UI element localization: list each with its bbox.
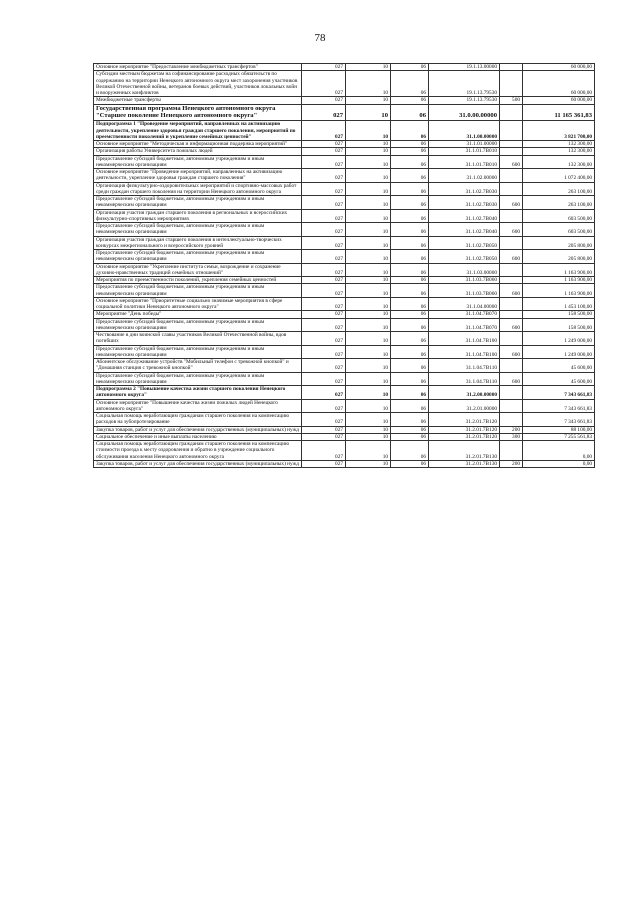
- row-subsection-code: 06: [391, 284, 429, 298]
- row-subsection-code: 06: [391, 141, 429, 148]
- row-ministry-code: 027: [302, 182, 346, 196]
- row-amount: 0,00: [523, 441, 595, 461]
- row-target-article: 31.1.02.7B040: [429, 223, 500, 237]
- row-target-article: 31.1.02.7B030: [429, 196, 500, 210]
- row-name: Предоставление субсидий бюджетным, автономным учреждениям и иным некоммерческим организациям: [94, 345, 302, 359]
- row-amount: 205 800,00: [523, 236, 595, 250]
- row-target-article: 31.1.04.00000: [429, 297, 500, 311]
- row-amount: 1 249 000,00: [523, 345, 595, 359]
- row-expense-type: [500, 182, 523, 196]
- row-section-code: 10: [346, 209, 391, 223]
- row-target-article: 31.1.02.7B050: [429, 236, 500, 250]
- row-section-code: 10: [346, 386, 391, 400]
- row-name: Основное мероприятие "Проведение мероприятий, направленных на активизацию деятельности, укрепление здоровья граждан старшего поколения": [94, 169, 302, 183]
- row-section-code: 10: [346, 169, 391, 183]
- row-section-code: 10: [346, 441, 391, 461]
- row-section-code: 10: [346, 399, 391, 413]
- row-expense-type: 500: [500, 97, 523, 104]
- row-section-code: 10: [346, 345, 391, 359]
- row-name: Организация работы Университета пожилых людей: [94, 148, 302, 155]
- row-expense-type: 600: [500, 318, 523, 332]
- row-subsection-code: 06: [391, 182, 429, 196]
- row-section-code: 10: [346, 359, 391, 373]
- row-ministry-code: 027: [302, 64, 346, 71]
- row-section-code: 10: [346, 318, 391, 332]
- row-name: Основное мероприятие "Приоритетные социально значимые мероприятия в сфере социальной политики Ненецкого автономного округа": [94, 297, 302, 311]
- row-name: Предоставление субсидий бюджетным, автономным учреждениям и иным некоммерческим организациям: [94, 223, 302, 237]
- row-target-article: 31.2.01.00000: [429, 399, 500, 413]
- row-target-article: 19.1.13.79530: [429, 71, 500, 97]
- row-ministry-code: 027: [302, 318, 346, 332]
- row-amount: 60 000,00: [523, 64, 595, 71]
- row-amount: 1 163 900,00: [523, 263, 595, 277]
- row-section-code: 10: [346, 277, 391, 284]
- row-amount: 132 300,00: [523, 155, 595, 169]
- row-ministry-code: 027: [302, 223, 346, 237]
- table-row: [94, 311, 595, 318]
- row-amount: 1 163 900,00: [523, 277, 595, 284]
- row-amount: 1 072 400,00: [523, 169, 595, 183]
- table-row: [94, 263, 595, 277]
- row-amount: 205 800,00: [523, 250, 595, 264]
- row-expense-type: [500, 263, 523, 277]
- row-section-code: 10: [346, 64, 391, 71]
- row-subsection-code: 06: [391, 250, 429, 264]
- table-row: [94, 413, 595, 427]
- row-ministry-code: 027: [302, 372, 346, 386]
- row-subsection-code: 06: [391, 223, 429, 237]
- row-name: Организация участия граждан старшего поколения в региональных и всероссийских физкультурно-спортивных мероприятиях: [94, 209, 302, 223]
- row-section-code: 10: [346, 155, 391, 169]
- row-subsection-code: 06: [391, 399, 429, 413]
- row-amount: 263 100,00: [523, 182, 595, 196]
- row-section-code: 10: [346, 148, 391, 155]
- row-name: Социальное обеспечение и иные выплаты населению: [94, 433, 302, 440]
- row-ministry-code: 027: [302, 104, 346, 121]
- row-expense-type: [500, 311, 523, 318]
- row-subsection-code: 06: [391, 359, 429, 373]
- row-target-article: 31.1.03.7B060: [429, 277, 500, 284]
- row-expense-type: 600: [500, 223, 523, 237]
- table-row: [94, 386, 595, 400]
- row-ministry-code: 027: [302, 236, 346, 250]
- row-target-article: 31.1.02.7B050: [429, 250, 500, 264]
- table-row: [94, 284, 595, 298]
- row-amount: 7 343 661,83: [523, 413, 595, 427]
- row-name: Предоставление субсидий бюджетным, автономным учреждениям и иным некоммерческим организациям: [94, 284, 302, 298]
- row-section-code: 10: [346, 263, 391, 277]
- row-target-article: 31.1.04.7B100: [429, 332, 500, 346]
- row-ministry-code: 027: [302, 263, 346, 277]
- row-amount: 7 343 661,83: [523, 386, 595, 400]
- table-row: [94, 277, 595, 284]
- row-name: Мероприятие "День победы": [94, 311, 302, 318]
- row-section-code: 10: [346, 460, 391, 467]
- row-expense-type: 300: [500, 433, 523, 440]
- row-amount: 7 343 661,83: [523, 399, 595, 413]
- table-row: [94, 148, 595, 155]
- row-name: Государственная программа Ненецкого автономного округа "Старшее поколение Ненецкого автономного округа": [94, 104, 302, 121]
- row-subsection-code: 06: [391, 263, 429, 277]
- row-section-code: 10: [346, 97, 391, 104]
- row-target-article: 31.1.04.7B110: [429, 372, 500, 386]
- row-ministry-code: 027: [302, 209, 346, 223]
- budget-table: [93, 63, 595, 468]
- row-name: Подпрограмма 1 "Проведение мероприятий, направленных на активизацию деятельности, укрепление здоровья граждан старшего поколения, мероприятий по преемственности поколений и укрепление семейных ценностей": [94, 121, 302, 141]
- budget-table-body: [94, 64, 595, 468]
- row-section-code: 10: [346, 182, 391, 196]
- row-subsection-code: 06: [391, 297, 429, 311]
- row-subsection-code: 06: [391, 460, 429, 467]
- row-subsection-code: 06: [391, 426, 429, 433]
- row-subsection-code: 06: [391, 318, 429, 332]
- row-ministry-code: 027: [302, 441, 346, 461]
- row-ministry-code: 027: [302, 399, 346, 413]
- row-expense-type: [500, 169, 523, 183]
- row-name: Основное мероприятие "Предоставление межбюджетных трансфертов": [94, 64, 302, 71]
- table-row: [94, 141, 595, 148]
- row-target-article: 31.1.04.7B070: [429, 311, 500, 318]
- row-name: Предоставление субсидий бюджетным, автономным учреждениям и иным некоммерческим организациям: [94, 372, 302, 386]
- table-row: [94, 64, 595, 71]
- row-name: Абонентское обслуживание устройств "Мобильный телефон с тревожной кнопкой" и "Домашняя станция с тревожной кнопкой": [94, 359, 302, 373]
- table-row: [94, 372, 595, 386]
- row-section-code: 10: [346, 196, 391, 210]
- row-amount: 60 000,00: [523, 71, 595, 97]
- row-ministry-code: 027: [302, 345, 346, 359]
- row-target-article: 31.2.01.7B120: [429, 426, 500, 433]
- row-target-article: 31.1.01.7B010: [429, 148, 500, 155]
- row-section-code: 10: [346, 297, 391, 311]
- table-row: [94, 399, 595, 413]
- row-name: Подпрограмма 2 "Повышение качества жизни старшего поколения Ненецкого автономного округа": [94, 386, 302, 400]
- row-ministry-code: 027: [302, 97, 346, 104]
- row-expense-type: 600: [500, 250, 523, 264]
- row-expense-type: [500, 297, 523, 311]
- row-amount: 1 163 900,00: [523, 284, 595, 298]
- row-amount: 0,00: [523, 460, 595, 467]
- table-row: [94, 169, 595, 183]
- row-name: Предоставление субсидий бюджетным, автономным учреждениям и иным некоммерческим организациям: [94, 250, 302, 264]
- row-ministry-code: 027: [302, 433, 346, 440]
- table-row: [94, 433, 595, 440]
- row-subsection-code: 06: [391, 71, 429, 97]
- row-ministry-code: 027: [302, 359, 346, 373]
- row-subsection-code: 06: [391, 277, 429, 284]
- row-name: Организация физкультурно-оздоровительных мероприятий и спортивно-массовых работ среди граждан старшего поколения на территории Ненецкого автономного округа: [94, 182, 302, 196]
- table-row: [94, 155, 595, 169]
- row-amount: 158 500,00: [523, 311, 595, 318]
- row-target-article: 31.2.00.00000: [429, 386, 500, 400]
- row-ministry-code: 027: [302, 169, 346, 183]
- row-section-code: 10: [346, 332, 391, 346]
- row-name: Социальная помощь неработающим гражданам старшего поколения на компенсацию расходов на зубопротезирование: [94, 413, 302, 427]
- row-subsection-code: 06: [391, 97, 429, 104]
- row-subsection-code: 06: [391, 104, 429, 121]
- row-ministry-code: 027: [302, 413, 346, 427]
- table-row: [94, 209, 595, 223]
- row-expense-type: [500, 413, 523, 427]
- row-subsection-code: 06: [391, 236, 429, 250]
- table-row: [94, 121, 595, 141]
- row-name: Межбюджетные трансферты: [94, 97, 302, 104]
- row-subsection-code: 06: [391, 196, 429, 210]
- table-row: [94, 318, 595, 332]
- row-amount: 132 300,00: [523, 148, 595, 155]
- row-target-article: 31.2.01.7B120: [429, 413, 500, 427]
- row-target-article: 19.1.13.00000: [429, 64, 500, 71]
- table-row: [94, 345, 595, 359]
- row-name: Предоставление субсидий бюджетным, автономным учреждениям и иным некоммерческим организациям: [94, 196, 302, 210]
- table-row: [94, 236, 595, 250]
- table-row: [94, 250, 595, 264]
- row-amount: 11 165 361,83: [523, 104, 595, 121]
- table-row: [94, 441, 595, 461]
- row-target-article: 31.2.01.7B130: [429, 460, 500, 467]
- row-target-article: 31.1.02.7B030: [429, 182, 500, 196]
- row-ministry-code: 027: [302, 71, 346, 97]
- row-name: Закупка товаров, работ и услуг для обеспечения государственных (муниципальных) нужд: [94, 460, 302, 467]
- row-name: Основное мероприятие "Укрепление института семьи, возрождение и сохранение духовно-нравственных традиций семейных отношений": [94, 263, 302, 277]
- row-amount: 3 821 700,00: [523, 121, 595, 141]
- row-subsection-code: 06: [391, 311, 429, 318]
- row-expense-type: 600: [500, 196, 523, 210]
- row-section-code: 10: [346, 284, 391, 298]
- row-section-code: 10: [346, 121, 391, 141]
- row-target-article: 31.1.02.00000: [429, 169, 500, 183]
- row-subsection-code: 06: [391, 413, 429, 427]
- row-expense-type: [500, 141, 523, 148]
- row-amount: 7 255 561,83: [523, 433, 595, 440]
- row-ministry-code: 027: [302, 386, 346, 400]
- row-expense-type: [500, 71, 523, 97]
- row-ministry-code: 027: [302, 250, 346, 264]
- row-target-article: 31.1.02.7B040: [429, 209, 500, 223]
- row-target-article: 31.1.01.7B010: [429, 155, 500, 169]
- row-subsection-code: 06: [391, 121, 429, 141]
- row-section-code: 10: [346, 433, 391, 440]
- row-amount: 60 000,00: [523, 97, 595, 104]
- row-target-article: 31.0.00.00000: [429, 104, 500, 121]
- table-row: [94, 71, 595, 97]
- row-target-article: 31.1.00.00000: [429, 121, 500, 141]
- row-section-code: 10: [346, 372, 391, 386]
- row-name: Мероприятия по преемственности поколений, укрепления семейных ценностей: [94, 277, 302, 284]
- row-expense-type: [500, 441, 523, 461]
- table-row: [94, 460, 595, 467]
- row-subsection-code: 06: [391, 209, 429, 223]
- row-section-code: 10: [346, 413, 391, 427]
- row-subsection-code: 06: [391, 155, 429, 169]
- row-expense-type: [500, 399, 523, 413]
- table-row: [94, 182, 595, 196]
- table-row: [94, 196, 595, 210]
- row-amount: 88 100,00: [523, 426, 595, 433]
- row-target-article: 31.2.01.7B130: [429, 441, 500, 461]
- row-ministry-code: 027: [302, 196, 346, 210]
- row-expense-type: 600: [500, 155, 523, 169]
- table-row: [94, 426, 595, 433]
- row-ministry-code: 027: [302, 148, 346, 155]
- row-target-article: 31.1.03.00000: [429, 263, 500, 277]
- row-expense-type: 600: [500, 345, 523, 359]
- row-ministry-code: 027: [302, 332, 346, 346]
- row-subsection-code: 06: [391, 169, 429, 183]
- row-section-code: 10: [346, 141, 391, 148]
- table-row: [94, 104, 595, 121]
- row-name: Предоставление субсидий бюджетным, автономным учреждениям и иным некоммерческим организациям: [94, 155, 302, 169]
- row-ministry-code: 027: [302, 155, 346, 169]
- row-ministry-code: 027: [302, 297, 346, 311]
- row-target-article: 31.1.04.7B100: [429, 345, 500, 359]
- row-expense-type: 200: [500, 426, 523, 433]
- row-name: Чествование в дни воинской славы участников Великой Отечественной войны, вдов погибших: [94, 332, 302, 346]
- row-expense-type: [500, 121, 523, 141]
- row-name: Субсидии местным бюджетам на софинансирование расходных обязательств по содержанию на территории Ненецкого автономного округа мест захоронения участников Великой Отечественной войны, ветеранов боевых действий, участников локальных войн и вооруженных конфликтов: [94, 71, 302, 97]
- row-subsection-code: 06: [391, 433, 429, 440]
- row-expense-type: [500, 148, 523, 155]
- row-subsection-code: 06: [391, 386, 429, 400]
- table-row: [94, 223, 595, 237]
- row-name: Основное мероприятие "Повышение качества жизни пожилых людей Ненецкого автономного округа": [94, 399, 302, 413]
- row-amount: 603 500,00: [523, 223, 595, 237]
- row-target-article: 31.1.04.7B110: [429, 359, 500, 373]
- row-ministry-code: 027: [302, 460, 346, 467]
- row-amount: 1 249 000,00: [523, 332, 595, 346]
- row-ministry-code: 027: [302, 277, 346, 284]
- row-ministry-code: 027: [302, 284, 346, 298]
- row-section-code: 10: [346, 311, 391, 318]
- row-expense-type: [500, 277, 523, 284]
- row-expense-type: 600: [500, 284, 523, 298]
- row-amount: 132 300,00: [523, 141, 595, 148]
- row-subsection-code: 06: [391, 345, 429, 359]
- row-section-code: 10: [346, 236, 391, 250]
- row-section-code: 10: [346, 104, 391, 121]
- row-amount: 45 600,00: [523, 372, 595, 386]
- row-name: Социальная помощь неработающим гражданам старшего поколения на компенсацию стоимости проезда к месту оздоровления и обратно в учреждение социального обслуживания населения Ненецкого автономного округа: [94, 441, 302, 461]
- row-amount: 603 500,00: [523, 209, 595, 223]
- row-target-article: 31.1.04.7B070: [429, 318, 500, 332]
- row-subsection-code: 06: [391, 148, 429, 155]
- row-subsection-code: 06: [391, 372, 429, 386]
- row-subsection-code: 06: [391, 332, 429, 346]
- row-ministry-code: 027: [302, 121, 346, 141]
- row-expense-type: [500, 332, 523, 346]
- row-expense-type: [500, 386, 523, 400]
- row-section-code: 10: [346, 71, 391, 97]
- row-amount: 263 100,00: [523, 196, 595, 210]
- row-expense-type: 200: [500, 460, 523, 467]
- row-expense-type: [500, 104, 523, 121]
- row-name: Основное мероприятие "Методическая и информационная поддержка мероприятий": [94, 141, 302, 148]
- row-expense-type: [500, 209, 523, 223]
- row-name: Организация участия граждан старшего поколения в интеллектуально-творческих конкурсах межрегионального и всероссийского уровней: [94, 236, 302, 250]
- page-number: 78: [314, 32, 326, 44]
- table-row: [94, 97, 595, 104]
- row-target-article: 31.1.03.7B060: [429, 284, 500, 298]
- row-expense-type: [500, 359, 523, 373]
- row-expense-type: [500, 236, 523, 250]
- row-amount: 158 500,00: [523, 318, 595, 332]
- table-row: [94, 297, 595, 311]
- row-target-article: 31.1.01.00000: [429, 141, 500, 148]
- row-target-article: 19.1.13.79530: [429, 97, 500, 104]
- row-subsection-code: 06: [391, 64, 429, 71]
- row-name: Закупка товаров, работ и услуг для обеспечения государственных (муниципальных) нужд: [94, 426, 302, 433]
- row-name: Предоставление субсидий бюджетным, автономным учреждениям и иным некоммерческим организациям: [94, 318, 302, 332]
- row-ministry-code: 027: [302, 311, 346, 318]
- row-target-article: 31.2.01.7B120: [429, 433, 500, 440]
- table-row: [94, 332, 595, 346]
- row-subsection-code: 06: [391, 441, 429, 461]
- row-section-code: 10: [346, 223, 391, 237]
- table-row: [94, 359, 595, 373]
- row-expense-type: [500, 64, 523, 71]
- row-amount: 45 600,00: [523, 359, 595, 373]
- row-ministry-code: 027: [302, 426, 346, 433]
- row-section-code: 10: [346, 426, 391, 433]
- row-expense-type: 600: [500, 372, 523, 386]
- row-ministry-code: 027: [302, 141, 346, 148]
- row-amount: 1 453 100,00: [523, 297, 595, 311]
- row-section-code: 10: [346, 250, 391, 264]
